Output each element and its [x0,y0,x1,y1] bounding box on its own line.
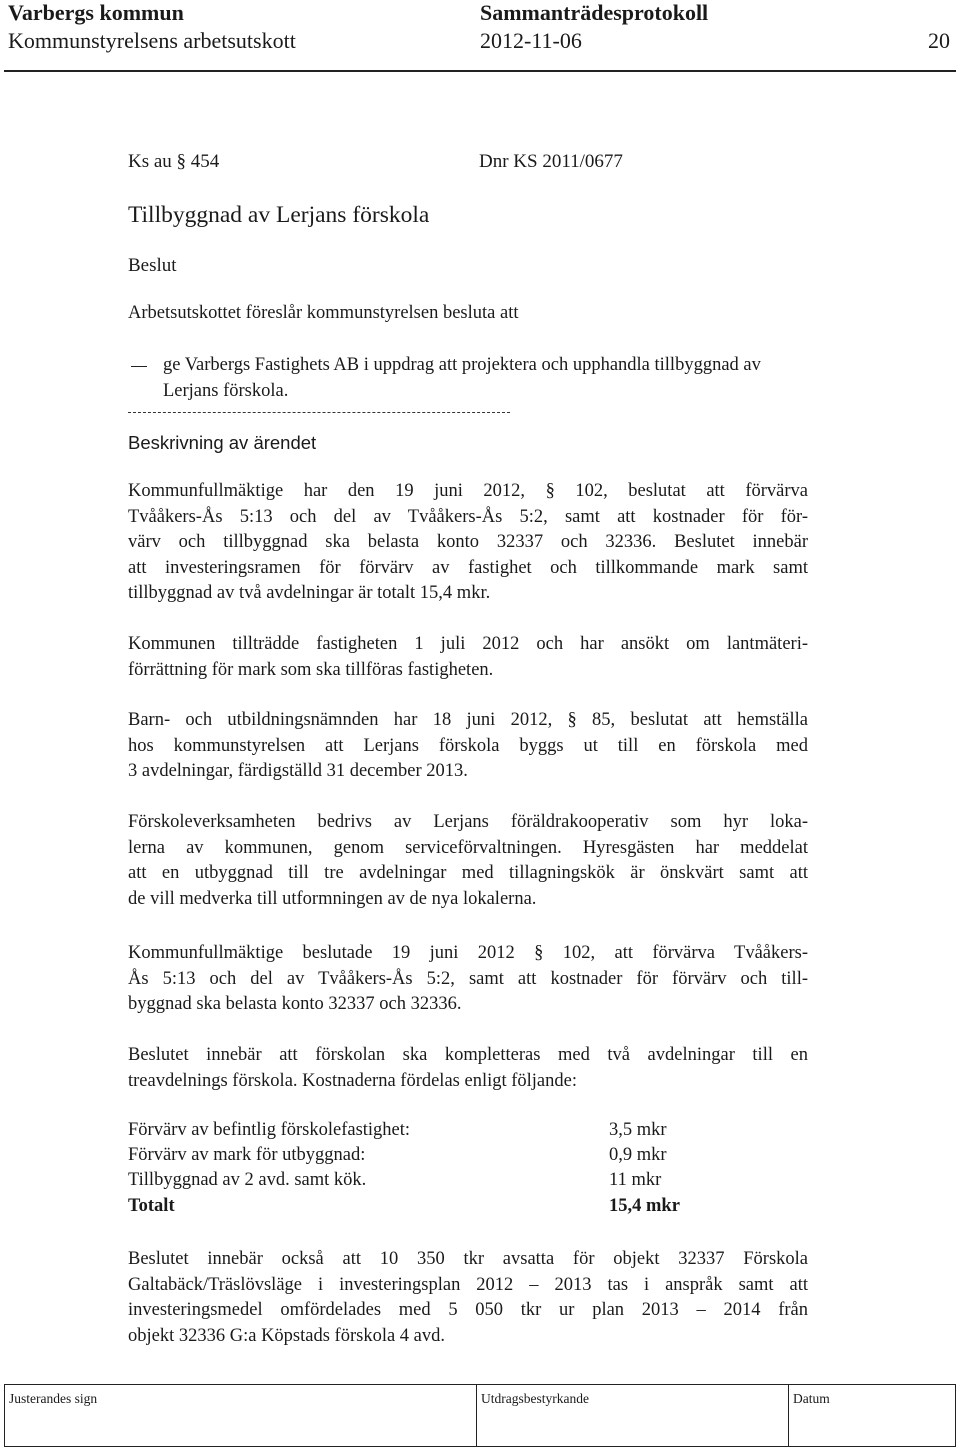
item-reference: Ks au § 454 [128,151,220,172]
item-title: Tillbyggnad av Lerjans förskola [128,202,430,228]
meeting-date: 2012-11-06 [480,28,582,53]
section-heading: Beskrivning av ärendet [128,432,317,453]
signature-label: Justerandes sign [9,1391,98,1406]
paragraph-line: treavdelnings förskola. Kostnaderna fördelas enligt följande: [128,1070,577,1091]
paragraph-line: Galtabäck/Träslövsläge i investeringsplan 2012 – 2013 tas i anspråk samt att [128,1274,808,1295]
description-paragraph [128,810,808,912]
description-paragraph [128,632,808,683]
paragraph-line: Beslutet innebär också att 10 350 tkr avsatta för objekt 32337 Förskola [128,1249,808,1269]
committee-name: Kommunstyrelsens arbetsutskott [8,28,296,53]
signature-cell [4,1384,476,1446]
document-type: Sammanträdesprotokoll [480,0,709,25]
paragraph-line: tillbyggnad av två avdelningar är totalt 15,4 mkr. [128,583,491,603]
decision-point: ge Varbergs Fastighets AB i uppdrag att projektera och upphandla tillbyggnad av Lerjans förskola. [163,355,761,401]
date-cell [788,1384,956,1446]
proposal-intro: Arbetsutskottet föreslår kommunstyrelsen besluta att [128,303,519,323]
cost-label: Förvärv av befintlig förskolefastighet: [128,1120,411,1140]
diary-number: Dnr KS 2011/0677 [479,151,623,172]
organization-name: Varbergs kommun [8,0,184,25]
page-number: 20 [928,28,950,53]
paragraph-line: Kommunfullmäktige beslutade 19 juni 2012 § 102, att förvärva Tvååkers- [128,943,808,963]
cost-total-label: Totalt [128,1196,175,1216]
paragraph-line: hos kommunstyrelsen att Lerjans förskola byggs ut till en förskola med [128,735,808,756]
cost-value: 0,9 mkr [609,1145,667,1165]
header-divider [4,70,956,72]
paragraph-line: Beslutet innebär att förskolan ska kompletteras med två avdelningar till en [128,1045,808,1065]
paragraph-line: lerna av kommunen, genom serviceförvaltningen. Hyresgästen har meddelat [128,837,808,858]
paragraph-line: att investeringsramen för förvärv av fastighet och tillkommande mark samt [128,557,808,578]
dashed-divider [128,412,510,413]
paragraph-line: de vill medverka till utformningen av de nya lokalerna. [128,888,537,909]
description-paragraph [128,708,808,785]
paragraph-line: Barn- och utbildningsnämnden har 18 juni 2012, § 85, beslutat att hemställa [128,710,808,730]
cost-value: 3,5 mkr [609,1120,667,1140]
paragraph-line: att en utbyggnad till tre avdelningar med tillagningskök är önskvärt samt att [128,863,808,883]
description-paragraph [128,1043,808,1094]
date-label: Datum [793,1391,830,1406]
cost-label: Förvärv av mark för utbyggnad: [128,1145,366,1165]
paragraph-line: Kommunfullmäktige har den 19 juni 2012, § 102, beslutat att förvärva [128,481,808,501]
paragraph-line: Kommunen tillträdde fastigheten 1 juli 2012 och har ansökt om lantmäteri- [128,634,808,654]
cost-label: Tillbyggnad av 2 avd. samt kök. [128,1170,367,1190]
paragraph-line: Förskoleverksamheten bedrivs av Lerjans föräldrakooperativ som hyr loka- [128,812,808,832]
paragraph-line: 3 avdelningar, färdigställd 31 december 2013. [128,761,468,781]
certification-cell [476,1384,788,1446]
cost-value: 11 mkr [609,1170,662,1190]
footer-right-border [955,1384,956,1446]
paragraph-line: värv och tillbyggnad ska belasta konto 32337 och 32336. Beslutet innebär [128,532,808,552]
dash-bullet-icon [131,366,147,367]
paragraph-line: Ås 5:13 och del av Tvååkers-Ås 5:2, samt att kostnader för förvärv och till- [128,968,808,989]
description-paragraph [128,941,808,1018]
paragraph-line: byggnad ska belasta konto 32337 och 32336. [128,994,462,1014]
closing-paragraph [128,1247,808,1349]
certification-label: Utdragsbestyrkande [481,1391,589,1406]
decision-heading: Beslut [128,255,177,276]
footer-bottom-border [4,1446,956,1447]
cost-total-value: 15,4 mkr [609,1196,680,1216]
paragraph-line: förrättning för mark som ska tillföras fastigheten. [128,659,494,680]
description-paragraph [128,479,808,607]
paragraph-line: investeringsmedel omfördelades med 5 050 tkr ur plan 2013 – 2014 från [128,1300,808,1320]
paragraph-line: Tvååkers-Ås 5:13 och del av Tvååkers-Ås 5:2, samt att kostnader för för- [128,506,808,527]
paragraph-line: objekt 32336 G:a Köpstads förskola 4 avd. [128,1325,446,1346]
